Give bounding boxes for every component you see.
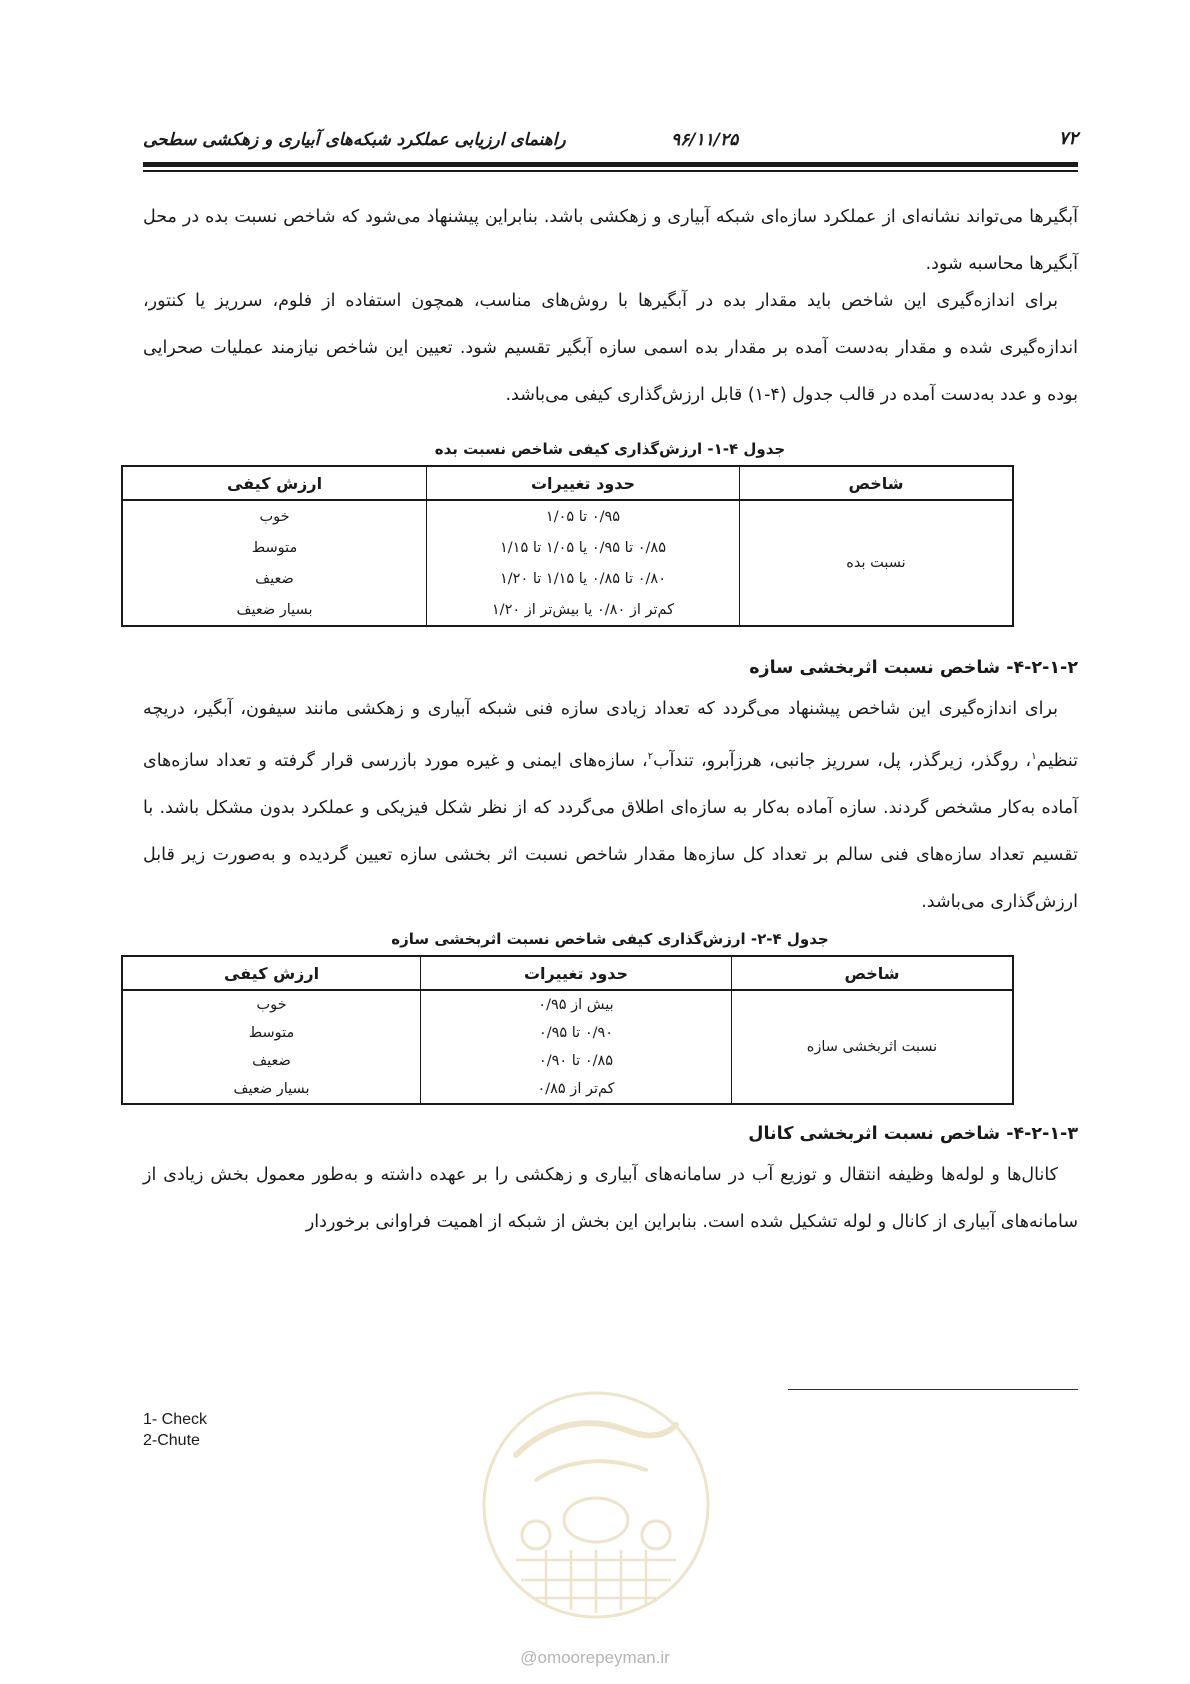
- watermark-url: @omoorepeyman.ir: [520, 1648, 670, 1667]
- watermark-url-text: omoorepeyman.ir: [537, 1648, 670, 1667]
- table-1-value-cell: ضعیف: [122, 563, 427, 594]
- table-2-value-cell: بسیار ضعیف: [122, 1075, 421, 1104]
- table-1-header-value: ارزش کیفی: [122, 466, 427, 500]
- page-header: [143, 128, 1078, 158]
- header-rule-thick: [143, 162, 1078, 167]
- table-2-range-cell: کم‌تر از ۰/۸۵: [421, 1075, 732, 1104]
- table-1: [121, 465, 1014, 627]
- table-1-range-cell: کم‌تر از ۰/۸۰ یا بیش‌تر از ۱/۲۰: [427, 594, 740, 626]
- table-2-range-cell: بیش از ۰/۹۵: [421, 990, 732, 1019]
- table-2-header-range: حدود تغییرات: [421, 956, 732, 990]
- table-2-range-cell: ۰/۹۰ تا ۰/۹۵: [421, 1019, 732, 1047]
- paragraph-3: [143, 686, 1078, 926]
- table-2-index-name: نسبت اثربخشی سازه: [732, 990, 1014, 1104]
- table-1-value-cell: متوسط: [122, 532, 427, 563]
- table-2-caption: جدول ۴-۲- ارزش‌گذاری کیفی شاخص نسبت اثربخشی سازه: [391, 930, 829, 948]
- table-1-range-cell: ۰/۹۵ تا ۱/۰۵: [427, 500, 740, 532]
- page-number: ۷۲: [1058, 128, 1078, 149]
- footnote-ref-2: ۲: [647, 751, 654, 762]
- table-1-header-index: شاخص: [740, 466, 1014, 500]
- table-1-header-range: حدود تغییرات: [427, 466, 740, 500]
- table-row: [122, 990, 1013, 1019]
- paragraph-2: برای اندازه‌گیری این شاخص باید مقدار بده در آبگیرها با روش‌های مناسب، همچون استفاده از فلوم، سرریز یا کنتور، اندازه‌گیری شده و مقدار به‌دست آمده بر مقدار بده اسمی سازه آبگیر تقسیم شود. تعیین این شاخص نیازمند عملیات صحرایی بوده و عدد به‌دست آمده در قالب جدول (۴-۱) قابل ارزش‌گذاری کیفی می‌باشد.: [143, 291, 1078, 405]
- paragraph-3-part-a: برای اندازه‌گیری این شاخص پیشنهاد می‌گردد که تعداد زیادی سازه فنی شبکه آبیاری و زهکشی مانند سیفون، آبگیر، دریچه تنظیم: [143, 699, 1078, 771]
- table-1-range-cell: ۰/۸۵ تا ۰/۹۵ یا ۱/۰۵ تا ۱/۱۵: [427, 532, 740, 563]
- paragraph-3-part-b: ، روگذر، زیرگذر، پل، سرریز جانبی، هرزآبرو، تندآب: [653, 750, 1032, 771]
- header-rule-thin: [143, 170, 1078, 172]
- header-title: راهنمای ارزیابی عملکرد شبکه‌های آبیاری و زهکشی سطحی: [143, 130, 566, 150]
- table-1-index-name: نسبت بده: [740, 500, 1014, 626]
- table-2-range-cell: ۰/۸۵ تا ۰/۹۰: [421, 1047, 732, 1075]
- table-1-caption: جدول ۴-۱- ارزش‌گذاری کیفی شاخص نسبت بده: [434, 440, 786, 458]
- table-row: [122, 500, 1013, 532]
- footnote-separator: [788, 1389, 1078, 1390]
- table-2-header-value: ارزش کیفی: [122, 956, 421, 990]
- table-2-value-cell: ضعیف: [122, 1047, 421, 1075]
- table-1-range-cell: ۰/۸۰ تا ۰/۸۵ یا ۱/۱۵ تا ۱/۲۰: [427, 563, 740, 594]
- table-2-value-cell: متوسط: [122, 1019, 421, 1047]
- section-heading-structure-effectiveness: ۴-۲-۱-۲- شاخص نسبت اثربخشی سازه: [749, 658, 1078, 678]
- paragraph-1: آبگیرها می‌تواند نشانه‌ای از عملکرد سازه‌ای شبکه آبیاری و زهکشی باشد. بنابراین پیشنهاد می‌شود که شاخص نسبت بده در محل آبگیرها محاسبه شود.: [143, 207, 1078, 274]
- table-2-header-index: شاخص: [732, 956, 1014, 990]
- footnote-ref-1: ۱: [1031, 751, 1037, 762]
- paragraph-4: کانال‌ها و لوله‌ها وظیفه انتقال و توزیع آب در سامانه‌های آبیاری و زهکشی را بر عهده داشته و به‌طور معمول بخش زیادی از سامانه‌های آبیاری از کانال و لوله تشکیل شده است. بنابراین این بخش از شبکه از اهمیت فراوانی برخوردار: [143, 1165, 1078, 1232]
- footnote-2: 2-Chute: [143, 1432, 200, 1449]
- table-1-value-cell: خوب: [122, 500, 427, 532]
- table-2-value-cell: خوب: [122, 990, 421, 1019]
- section-heading-canal-effectiveness: ۴-۲-۱-۳- شاخص نسبت اثربخشی کانال: [748, 1124, 1078, 1144]
- table-2: [121, 955, 1014, 1105]
- footnote-1: 1- Check: [143, 1411, 208, 1428]
- table-1-value-cell: بسیار ضعیف: [122, 594, 427, 626]
- watermark-logo: [476, 1385, 716, 1625]
- paragraph-3-part-c: ، سازه‌های ایمنی و غیره مورد بازرسی قرار گرفته و تعداد سازه‌های آماده به‌کار مشخص گردند. سازه آماده به‌کار به سازه‌ای اطلاق می‌گردد که از نظر شکل فیزیکی و عملکرد بدون مشکل باشد. با تقسیم تعداد سازه‌های فنی سالم بر تعداد کل سازه‌ها مقدار شاخص نسبت اثر بخشی سازه تعیین گردیده و به‌صورت زیر قابل ارزش‌گذاری می‌باشد.: [143, 750, 1078, 912]
- header-date: ۹۶/۱۱/۲۵: [671, 130, 739, 150]
